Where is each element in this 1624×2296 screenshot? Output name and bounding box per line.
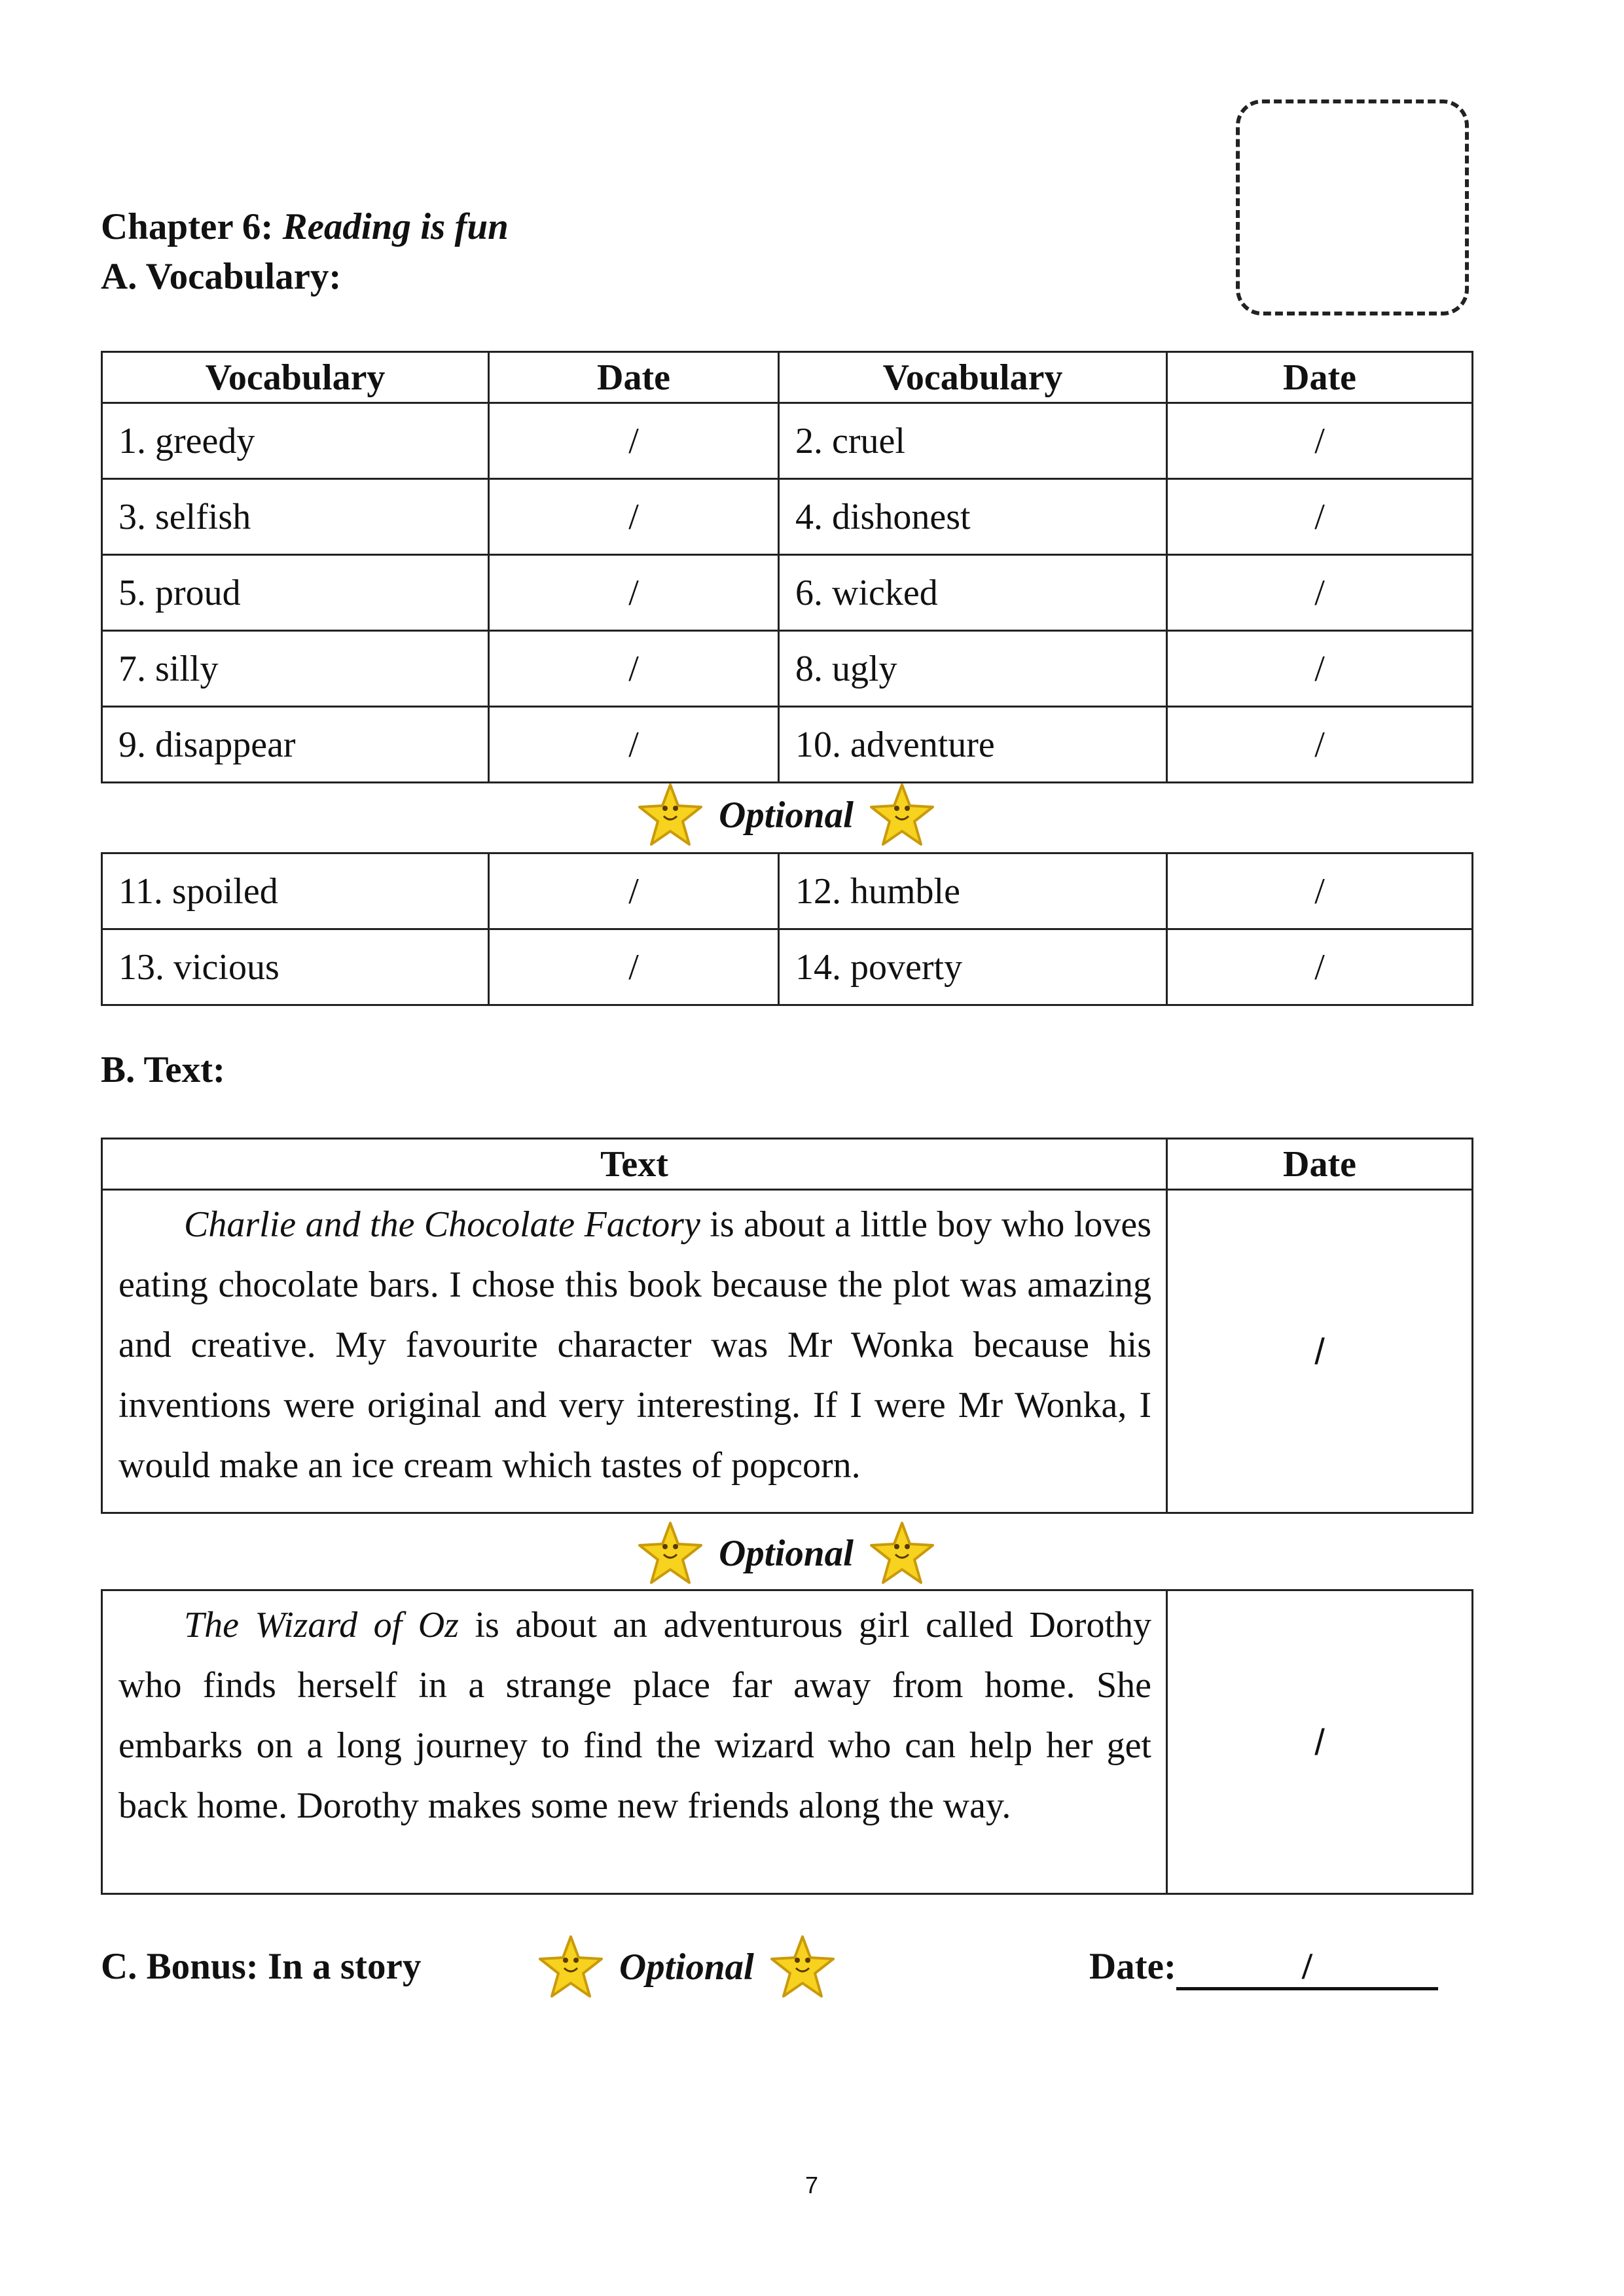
header-vocabulary-1: Vocabulary xyxy=(102,352,489,403)
date-cell[interactable]: / xyxy=(489,929,779,1005)
text-row xyxy=(102,1190,1473,1513)
optional-divider-bonus xyxy=(537,1931,837,2003)
passage-body: is about a little boy who loves eating chocolate bars. I chose this book because the plot was amazing and creative. My favourite character was Mr Wonka because his inventions were original and very interesting. If I were Mr Wonka, I would make an ice cream which tastes of popcorn. xyxy=(118,1204,1152,1486)
star-icon xyxy=(636,1520,704,1586)
optional-label: Optional xyxy=(719,1532,854,1574)
date-cell[interactable]: / xyxy=(1167,403,1473,479)
text-passage xyxy=(102,1190,1167,1513)
star-icon xyxy=(636,782,704,848)
bonus-date xyxy=(1089,1944,1438,1990)
passage-body: is about an adventurous girl called Dorothy who finds herself in a strange place far away from home. She embarks on a long journey to find the wizard who can help her get back home. Dorothy makes some new friends along the way. xyxy=(118,1605,1151,1826)
optional-text-table xyxy=(101,1589,1473,1895)
date-cell[interactable]: / xyxy=(489,707,779,783)
optional-vocabulary-table xyxy=(101,852,1473,1006)
star-icon xyxy=(868,1520,936,1586)
date-cell[interactable]: / xyxy=(489,555,779,631)
optional-text-row xyxy=(102,1590,1473,1894)
header-date-2: Date xyxy=(1167,352,1473,403)
vocabulary-row xyxy=(102,631,1473,707)
vocabulary-word: 14. poverty xyxy=(779,929,1167,1005)
book-title: Charlie and the Chocolate Factory xyxy=(184,1204,700,1245)
header-date-1: Date xyxy=(489,352,779,403)
vocabulary-word: 12. humble xyxy=(779,853,1167,929)
vocabulary-word: 2. cruel xyxy=(779,403,1167,479)
chapter-name: Reading is fun xyxy=(282,206,509,247)
vocabulary-word: 13. vicious xyxy=(102,929,489,1005)
vocabulary-word: 8. ugly xyxy=(779,631,1167,707)
date-cell[interactable]: / xyxy=(1167,1590,1473,1894)
chapter-prefix: Chapter 6: xyxy=(101,206,283,247)
optional-divider-vocab xyxy=(101,779,1471,851)
optional-label: Optional xyxy=(619,1946,754,1988)
date-cell[interactable]: / xyxy=(1167,853,1473,929)
text-table xyxy=(101,1138,1473,1514)
star-icon xyxy=(537,1934,605,2000)
section-a-title: A. Vocabulary: xyxy=(101,256,342,297)
vocabulary-word: 7. silly xyxy=(102,631,489,707)
vocabulary-row xyxy=(102,479,1473,555)
vocabulary-word: 9. disappear xyxy=(102,707,489,783)
date-cell[interactable]: / xyxy=(489,631,779,707)
vocabulary-table xyxy=(101,351,1473,783)
vocabulary-word: 3. selfish xyxy=(102,479,489,555)
vocabulary-row xyxy=(102,853,1473,929)
section-b-title: B. Text: xyxy=(101,1049,226,1090)
date-cell[interactable]: / xyxy=(1167,1190,1473,1513)
star-icon xyxy=(768,1934,837,2000)
vocabulary-word: 6. wicked xyxy=(779,555,1167,631)
optional-label: Optional xyxy=(719,794,854,836)
date-cell[interactable]: / xyxy=(1167,707,1473,783)
chapter-title xyxy=(101,204,509,250)
vocabulary-word: 1. greedy xyxy=(102,403,489,479)
text-header-row xyxy=(102,1139,1473,1190)
page-number: 7 xyxy=(804,2172,819,2198)
optional-divider-text xyxy=(101,1517,1471,1589)
stamp-box xyxy=(1236,99,1469,315)
date-field[interactable]: / xyxy=(1176,1946,1438,1990)
book-title: The Wizard of Oz xyxy=(184,1605,459,1645)
vocabulary-word: 5. proud xyxy=(102,555,489,631)
optional-text-passage xyxy=(102,1590,1167,1894)
vocabulary-row xyxy=(102,707,1473,783)
vocabulary-row xyxy=(102,555,1473,631)
date-cell[interactable]: / xyxy=(1167,555,1473,631)
date-label: Date: xyxy=(1089,1946,1176,1987)
vocabulary-row xyxy=(102,403,1473,479)
date-cell[interactable]: / xyxy=(1167,929,1473,1005)
date-cell[interactable]: / xyxy=(489,479,779,555)
date-cell[interactable]: / xyxy=(489,853,779,929)
header-text: Text xyxy=(102,1139,1167,1190)
vocabulary-word: 11. spoiled xyxy=(102,853,489,929)
vocabulary-row xyxy=(102,929,1473,1005)
vocabulary-word: 10. adventure xyxy=(779,707,1167,783)
date-cell[interactable]: / xyxy=(1167,479,1473,555)
header-vocabulary-2: Vocabulary xyxy=(779,352,1167,403)
date-cell[interactable]: / xyxy=(489,403,779,479)
vocabulary-header-row xyxy=(102,352,1473,403)
date-cell[interactable]: / xyxy=(1167,631,1473,707)
header-date: Date xyxy=(1167,1139,1473,1190)
section-c-title: C. Bonus: In a story xyxy=(101,1946,422,1987)
vocabulary-word: 4. dishonest xyxy=(779,479,1167,555)
star-icon xyxy=(868,782,936,848)
